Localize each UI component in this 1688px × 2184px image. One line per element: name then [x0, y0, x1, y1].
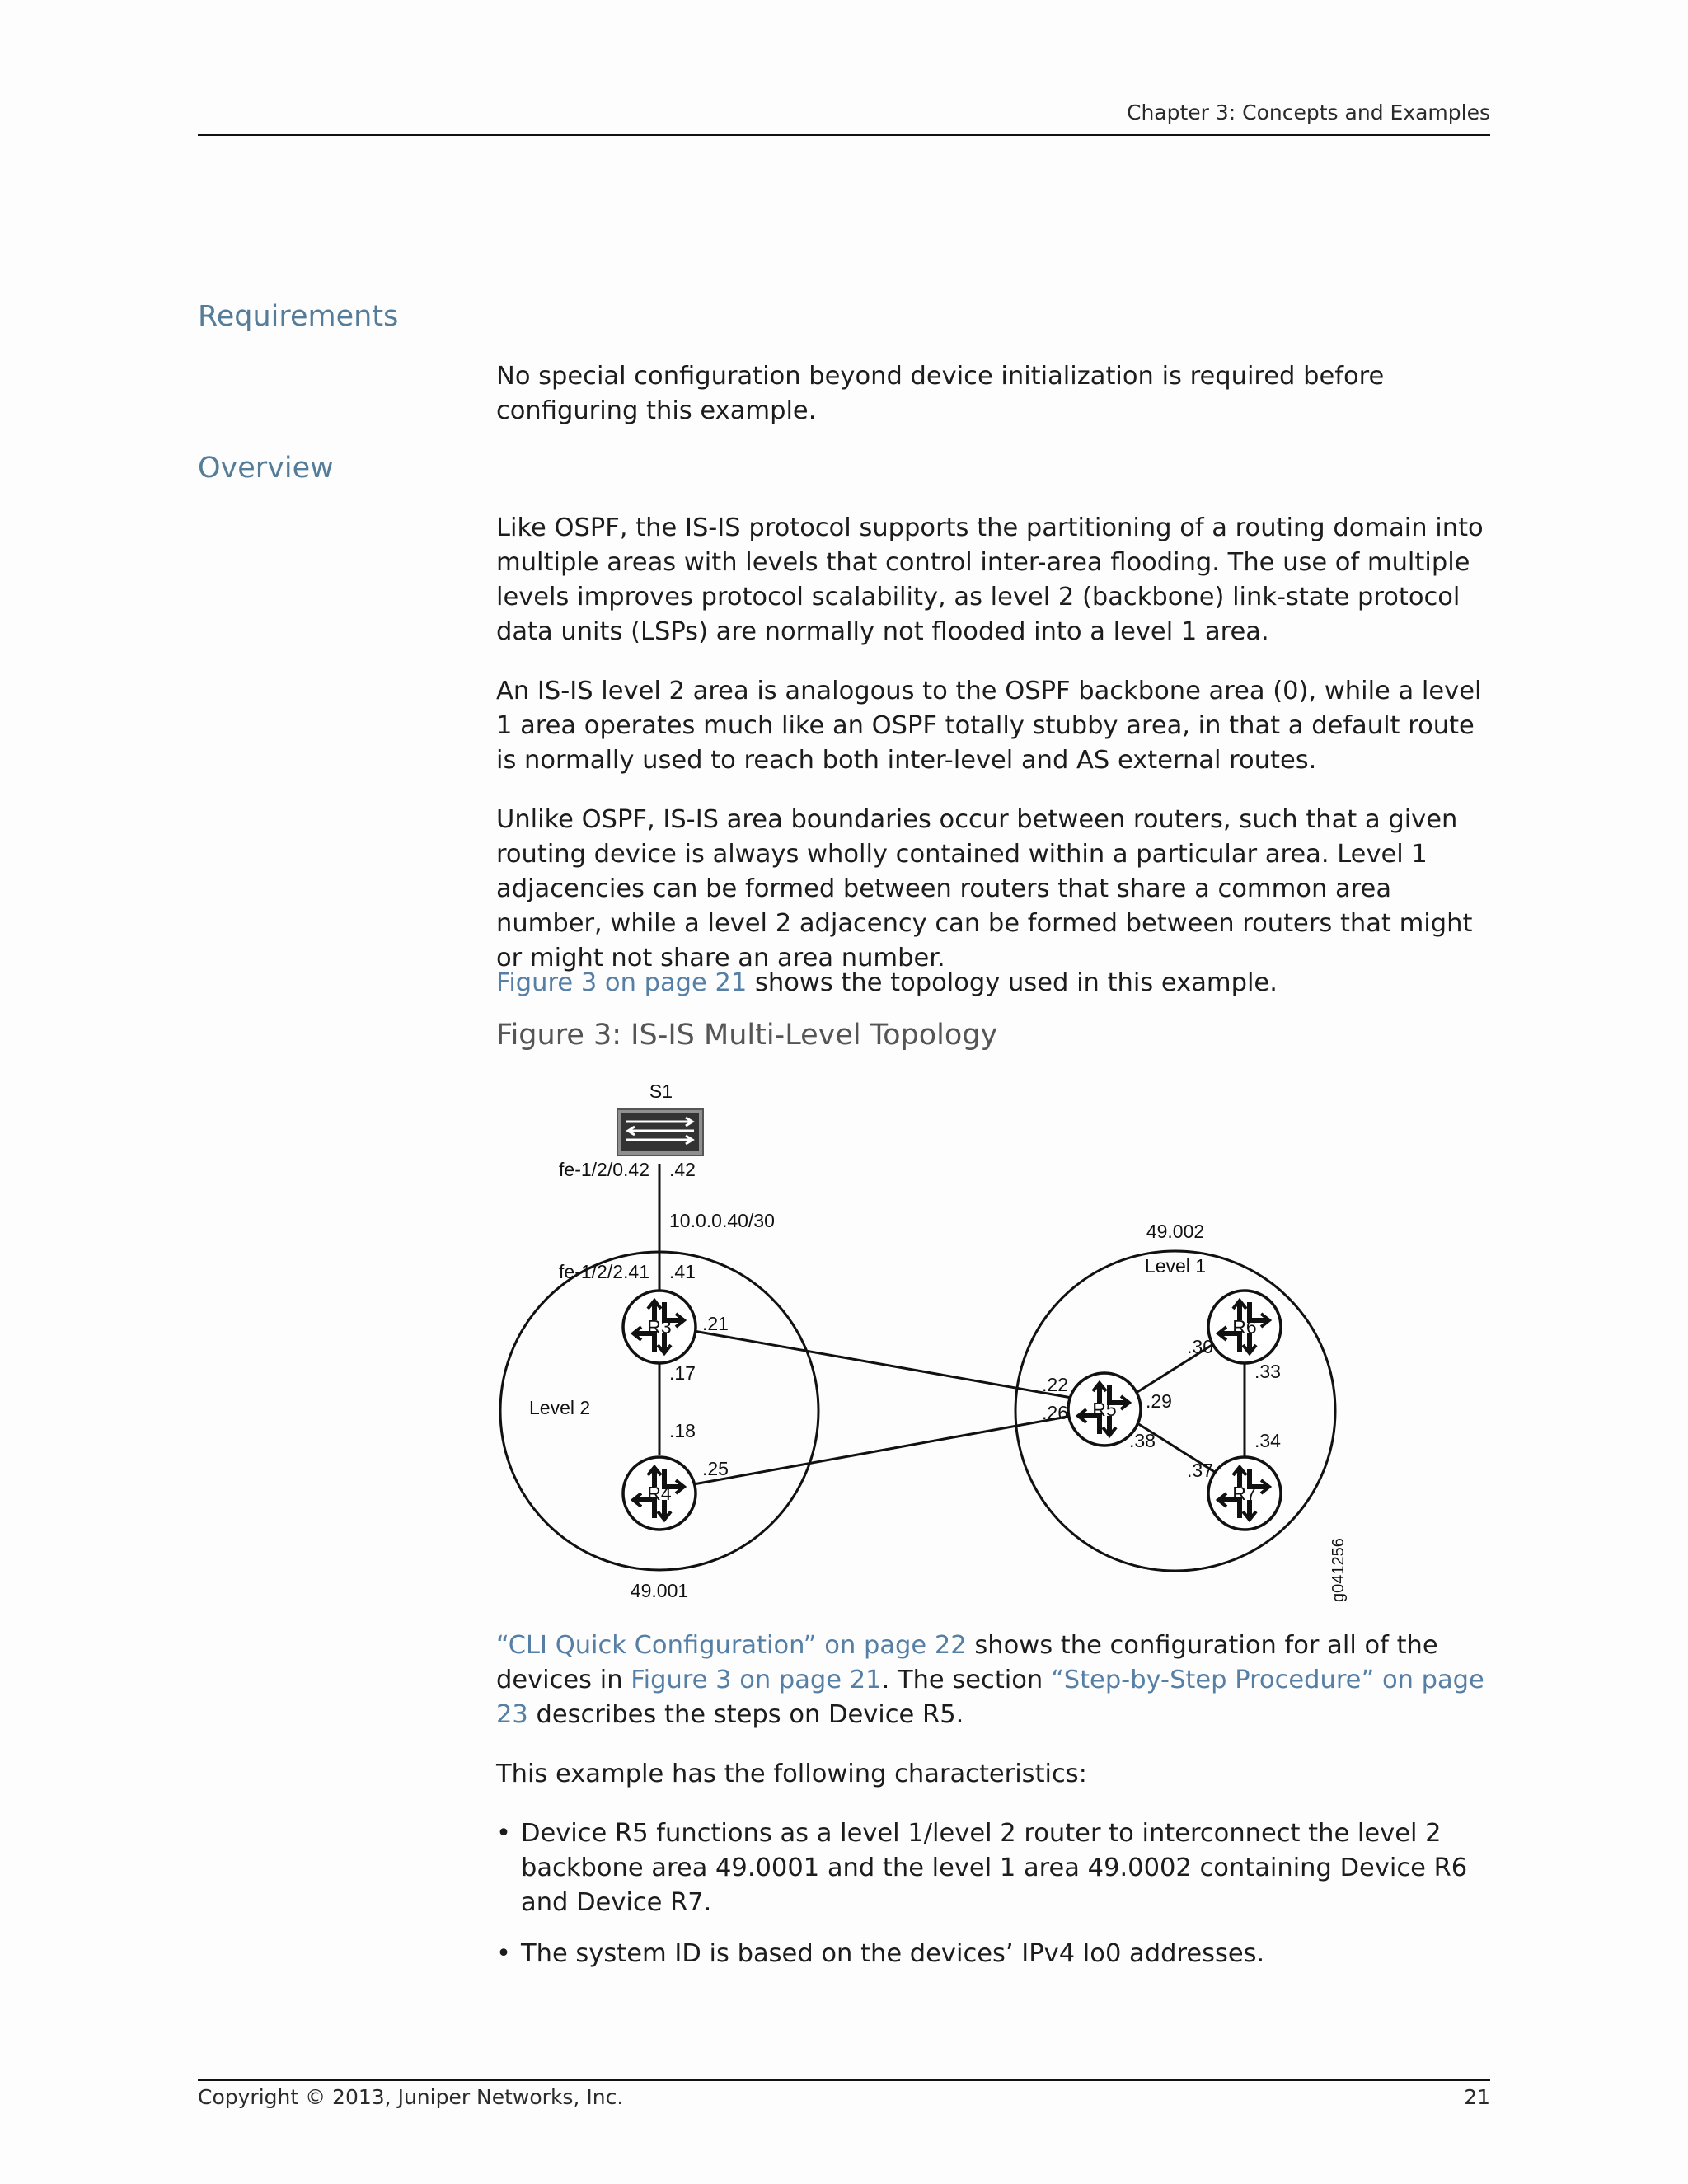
figure-3-link[interactable]: Figure 3 on page 21: [496, 968, 748, 997]
step-by-step-link[interactable]: “Step-by-Step Procedure” on page 23: [496, 1666, 1484, 1729]
list-item-text: The system ID is based on the devices’ IPv4 lo0 addresses.: [521, 1939, 1265, 1968]
after-text-3: describes the steps on Device R5.: [528, 1700, 964, 1729]
level1-label: Level 1: [1144, 1255, 1207, 1277]
router-r4-label: R4: [647, 1483, 672, 1504]
r3-addr-label: .41: [669, 1261, 696, 1282]
overview-paragraph-4: [496, 966, 1493, 1001]
switch-s1-icon: [617, 1109, 703, 1155]
after-figure-text-block: [496, 1629, 1493, 1732]
header-rule: [198, 134, 1490, 136]
running-header: Chapter 3: Concepts and Examples: [1126, 101, 1490, 124]
addr-r6-r5: .30: [1187, 1336, 1213, 1357]
addr-r6-r7: .33: [1254, 1361, 1281, 1382]
addr-r5-r7: .38: [1129, 1430, 1156, 1451]
footer-page-number: 21: [1464, 2085, 1490, 2109]
characteristics-list: [496, 1816, 1493, 1988]
footer-rule: [198, 2079, 1490, 2081]
subnet-label: 10.0.0.40/30: [669, 1210, 775, 1231]
requirements-heading: Requirements: [198, 300, 399, 333]
overview-paragraph-3: Unlike OSPF, IS-IS area boundaries occur between routers, such that a given routing device is always wholly contained within a particular area. Level 1 adjacencies can be formed between routers that share a common area number, while a level 2 adjacency can be formed between routers that might or might not share an area number.: [496, 805, 1473, 972]
overview-heading: Overview: [198, 452, 334, 485]
topology-diagram: [495, 1071, 1368, 1615]
after-text-1: shows the configuration for all of the devices in: [496, 1631, 1438, 1694]
router-r7-label: R7: [1232, 1483, 1257, 1504]
switch-s1-label: S1: [649, 1080, 673, 1102]
overview-text-block-2: [496, 674, 1493, 778]
characteristics-intro-block: [496, 1757, 1493, 1792]
overview-text-block-4: [496, 966, 1493, 1001]
list-item-text: Device R5 functions as a level 1/level 2 router to interconnect the level 2 backbone area 49.0001 and the level 1 area 49.0002 containing Device R6 and Device R7.: [521, 1819, 1468, 1917]
overview-paragraph-1: Like OSPF, the IS-IS protocol supports the partitioning of a routing domain into multiple areas with levels that control inter-area flooding. The use of multiple levels improves protocol scalability, as level 2 (backbone) link-state protocol data units (LSPs) are normally not flooded into a level 1 area.: [496, 513, 1484, 646]
router-r3-label: R3: [647, 1316, 672, 1338]
after-figure-paragraph: [496, 1629, 1493, 1732]
overview-text-block-3: [496, 803, 1493, 976]
footer-copyright: Copyright © 2013, Juniper Networks, Inc.: [198, 2085, 624, 2109]
bullet-marker: •: [496, 1939, 511, 1968]
figure-id-label: g041256: [1329, 1538, 1348, 1602]
list-item: [496, 1816, 1493, 1920]
addr-r7-r6: .34: [1254, 1430, 1281, 1451]
cli-quick-config-link[interactable]: “CLI Quick Configuration” on page 22: [496, 1631, 967, 1660]
addr-r4-r3: .18: [669, 1420, 696, 1441]
addr-r4-r5: .25: [702, 1458, 729, 1479]
requirements-paragraph: No special configuration beyond device initialization is required before configuring this example.: [496, 362, 1385, 425]
addr-r5-r3: .22: [1042, 1374, 1068, 1395]
addr-r7-r5: .37: [1187, 1460, 1213, 1481]
s1-addr-label: .42: [669, 1159, 696, 1180]
characteristics-intro: This example has the following characteristics:: [496, 1760, 1087, 1788]
addr-r3-r4: .17: [669, 1362, 696, 1384]
r3-port-label: fe-1/2/2.41: [559, 1261, 649, 1282]
s1-port-label: fe-1/2/0.42: [559, 1159, 649, 1180]
link-r3-r5: [689, 1330, 1071, 1398]
list-item: [496, 1937, 1493, 1971]
router-r6-label: R6: [1232, 1316, 1257, 1338]
addr-r3-r5: .21: [702, 1313, 729, 1334]
level2-label: Level 2: [529, 1397, 591, 1418]
overview-paragraph-2: An IS-IS level 2 area is analogous to the OSPF backbone area (0), while a level 1 area operates much like an OSPF totally stubby area, in that a default route is normally used to reach both inter-level and AS external routes.: [496, 677, 1482, 775]
area-49001-label: 49.001: [630, 1580, 689, 1601]
addr-r5-r6: .29: [1146, 1390, 1172, 1412]
figure-title: Figure 3: IS-IS Multi-Level Topology: [496, 1019, 998, 1052]
after-text-2: . The section: [881, 1666, 1051, 1694]
link-r4-r5: [689, 1416, 1071, 1485]
overview-text-block: [496, 511, 1493, 649]
area-49002-label: 49.002: [1146, 1221, 1205, 1242]
figure-ref-text: shows the topology used in this example.: [747, 968, 1278, 997]
router-r5-label: R5: [1092, 1399, 1117, 1420]
requirements-text-block: [496, 359, 1493, 429]
addr-r5-r4: .26: [1042, 1402, 1068, 1423]
bullet-marker: •: [496, 1819, 511, 1848]
figure-3-link-2[interactable]: Figure 3 on page 21: [631, 1666, 882, 1694]
